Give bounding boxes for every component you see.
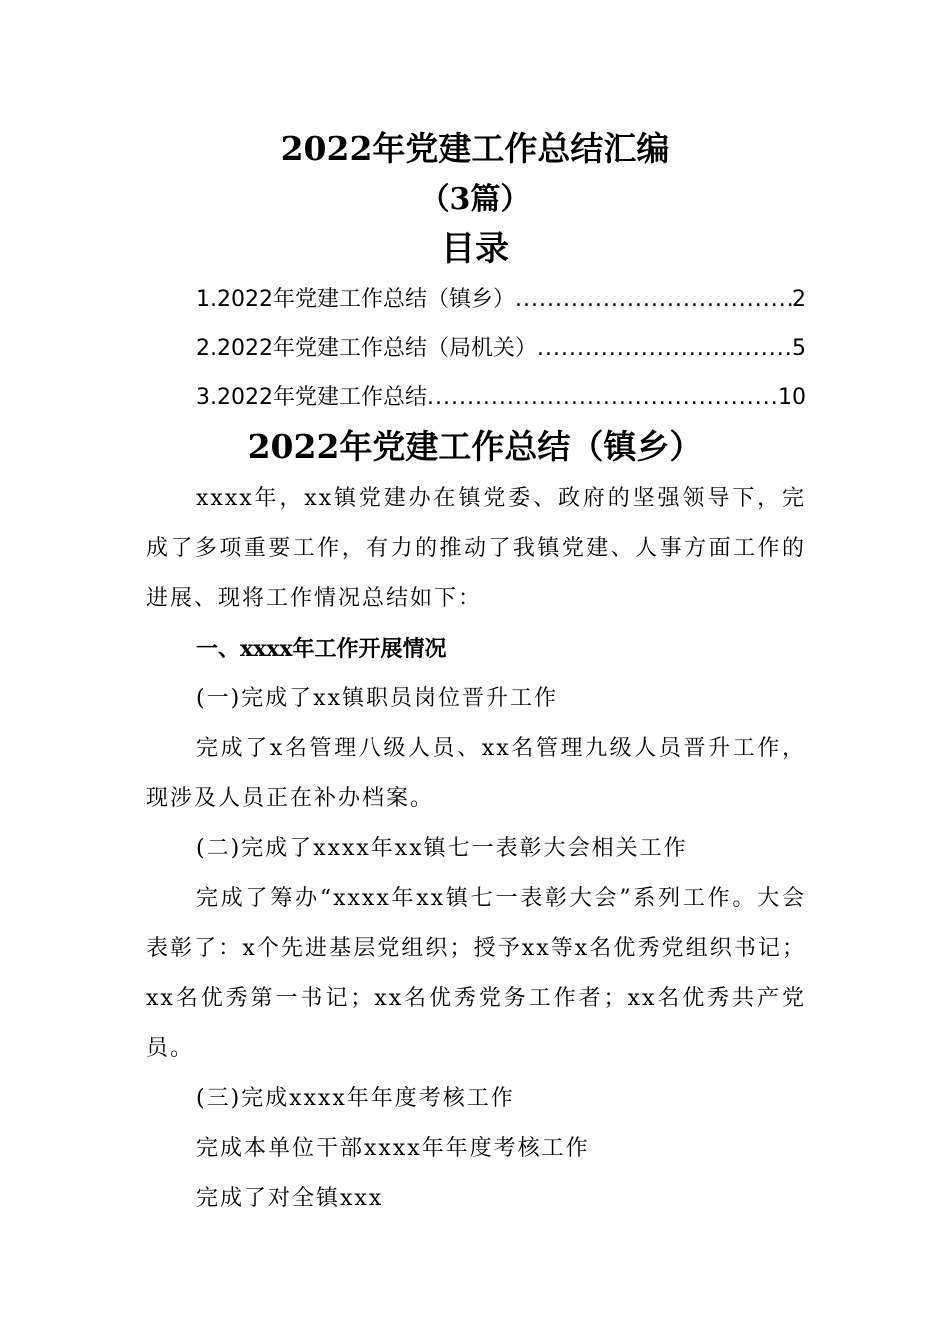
toc-entry-page: 5 bbox=[792, 336, 806, 361]
toc-entry[interactable] bbox=[196, 282, 806, 318]
toc-dot-leader bbox=[515, 282, 792, 318]
subsection-heading: (三)完成xxxx年年度考核工作 bbox=[196, 1086, 515, 1111]
toc-entry-page: 2 bbox=[792, 287, 806, 312]
toc-entry[interactable] bbox=[196, 331, 806, 367]
toc-dot-leader bbox=[427, 380, 778, 416]
subsection-heading: (二)完成了xxxx年xx镇七一表彰大会相关工作 bbox=[196, 836, 688, 861]
body-paragraph: 完成了x名管理八级人员、xx名管理九级人员晋升工作，现涉及人员正在补办档案。 bbox=[146, 736, 806, 811]
toc-heading: 目录 bbox=[441, 229, 509, 269]
subsection-heading: (一)完成了xx镇职员岗位晋升工作 bbox=[196, 686, 558, 711]
toc-entry-label: 3.2022年党建工作总结 bbox=[196, 385, 427, 410]
intro-paragraph: xxxx年，xx镇党建办在镇党委、政府的坚强领导下，完成了多项重要工作，有力的推动了我镇党建、人事方面工作的进展、现将工作情况总结如下： bbox=[146, 486, 806, 611]
body-paragraph: 完成本单位干部xxxx年年度考核工作 bbox=[196, 1136, 590, 1161]
section-title: 2022年党建工作总结（镇乡） bbox=[247, 427, 703, 466]
toc-entry-page: 10 bbox=[778, 385, 806, 410]
body-paragraph: 完成了筹办“xxxx年xx镇七一表彰大会”系列工作。大会表彰了：x个先进基层党组织；授予xx等x名优秀党组织书记；xx名优秀第一书记；xx名优秀党务工作者；xx名优秀共产党员。 bbox=[146, 886, 806, 1061]
document-title: 2022年党建工作总结汇编 bbox=[280, 129, 670, 168]
toc-dot-leader bbox=[537, 331, 792, 367]
toc-entry-label: 2.2022年党建工作总结（局机关） bbox=[196, 336, 537, 361]
body-paragraph: 完成了对全镇xxx bbox=[196, 1186, 384, 1211]
toc-entry-label: 1.2022年党建工作总结（镇乡） bbox=[196, 287, 515, 312]
section-heading: 一、xxxx年工作开展情况 bbox=[196, 636, 447, 662]
toc-entry[interactable] bbox=[196, 380, 806, 416]
document-subtitle: （3篇） bbox=[419, 182, 531, 217]
